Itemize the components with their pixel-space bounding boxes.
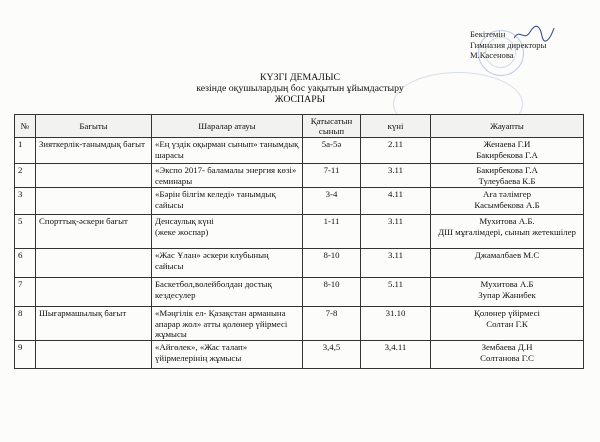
row-date: 4.11 [361, 188, 431, 215]
row-event: «Экспо 2017- баламалы энергия көзі» семинары [152, 164, 303, 188]
table-row [15, 188, 584, 215]
row-number: 7 [15, 278, 36, 307]
row-date: 5.11 [361, 278, 431, 307]
row-direction: Спорттық-әскери бағыт [36, 215, 152, 249]
plan-table [14, 114, 584, 369]
document-plan-label: ЖОСПАРЫ [274, 94, 326, 105]
row-event: «Бәрін білгім келеді» танымдық сайысы [152, 188, 303, 215]
table-row [15, 278, 584, 307]
table-row [15, 138, 584, 164]
header-date: күні [361, 115, 431, 138]
row-grade: 7-11 [303, 164, 361, 188]
table-header-row [15, 115, 584, 138]
row-responsible: Бакирбекова Г.А Тулеубаева К.Б [431, 164, 584, 188]
row-grade: 3,4,5 [303, 341, 361, 369]
header-responsible: Жауапты [431, 115, 584, 138]
row-responsible: Қолөнер үйірмесі Солтан Г.К [431, 307, 584, 341]
row-direction [36, 341, 152, 369]
document-subtitle: кезінде оқушылардың бос уақытын ұйымдастыру [196, 83, 404, 94]
row-event: Денсаулық күні (жеке жоспар) [152, 215, 303, 249]
row-number: 9 [15, 341, 36, 369]
row-number: 1 [15, 138, 36, 164]
row-direction [36, 188, 152, 215]
header-grade: Қатысатын сынып [303, 115, 361, 138]
row-date: 3.11 [361, 164, 431, 188]
row-number: 2 [15, 164, 36, 188]
row-event: Баскетбол,волейболдан достық кездесулер [152, 278, 303, 307]
row-number: 5 [15, 215, 36, 249]
row-date: 3.11 [361, 215, 431, 249]
table-row [15, 307, 584, 341]
row-grade: 7-8 [303, 307, 361, 341]
table-row [15, 215, 584, 249]
approval-block [470, 29, 595, 61]
row-responsible: Аға тәлімгер Касымбекова А.Б [431, 188, 584, 215]
header-number: № [15, 115, 36, 138]
row-grade: 1-11 [303, 215, 361, 249]
table-row [15, 249, 584, 278]
row-grade: 8-10 [303, 249, 361, 278]
row-number: 8 [15, 307, 36, 341]
header-direction: Бағыты [36, 115, 152, 138]
row-direction: Шығармашылық бағыт [36, 307, 152, 341]
row-number: 6 [15, 249, 36, 278]
row-number: 3 [15, 188, 36, 215]
row-direction [36, 249, 152, 278]
approval-name: М.Касенова [470, 50, 514, 61]
approval-position: Гимназия директоры [470, 39, 547, 50]
row-event: «Айгөлек», «Жас талап» үйірмелерінің жұмысы [152, 341, 303, 369]
row-responsible: Мухитова А.Б Зупар Жанибек [431, 278, 584, 307]
row-date: 31.10 [361, 307, 431, 341]
row-responsible: Женаева Г.И Бакирбекова Г.А [431, 138, 584, 164]
row-date: 3,4.11 [361, 341, 431, 369]
table-row [15, 164, 584, 188]
row-date: 2.11 [361, 138, 431, 164]
row-responsible: Джамалбаев М.С [431, 249, 584, 278]
table-row [15, 341, 584, 369]
row-event: «Ең үздік оқырман сынып» танымдық шарасы [152, 138, 303, 164]
document-title: КҮЗГІ ДЕМАЛЫС [259, 72, 341, 83]
header-event: Шаралар атауы [152, 115, 303, 138]
row-grade: 5а-5ә [303, 138, 361, 164]
row-responsible: Зембаева Д.Н Солтанова Г.С [431, 341, 584, 369]
row-event: «Жас Ұлан» әскери клубының сайысы [152, 249, 303, 278]
approval-title: Бекітемін [470, 29, 506, 39]
row-grade: 3-4 [303, 188, 361, 215]
row-date: 3.11 [361, 249, 431, 278]
row-direction [36, 164, 152, 188]
row-grade: 8-10 [303, 278, 361, 307]
row-responsible: Мухитова А.Б. ДШ мұғалімдері, сынып жетекшілер [431, 215, 584, 249]
row-event: «Мәңгілік ел- Қазақстан арманына апарар жол» атты қолөнер үйірмесі жұмысы [152, 307, 303, 341]
row-direction: Зияткерлік-танымдық бағыт [36, 138, 152, 164]
row-direction [36, 278, 152, 307]
